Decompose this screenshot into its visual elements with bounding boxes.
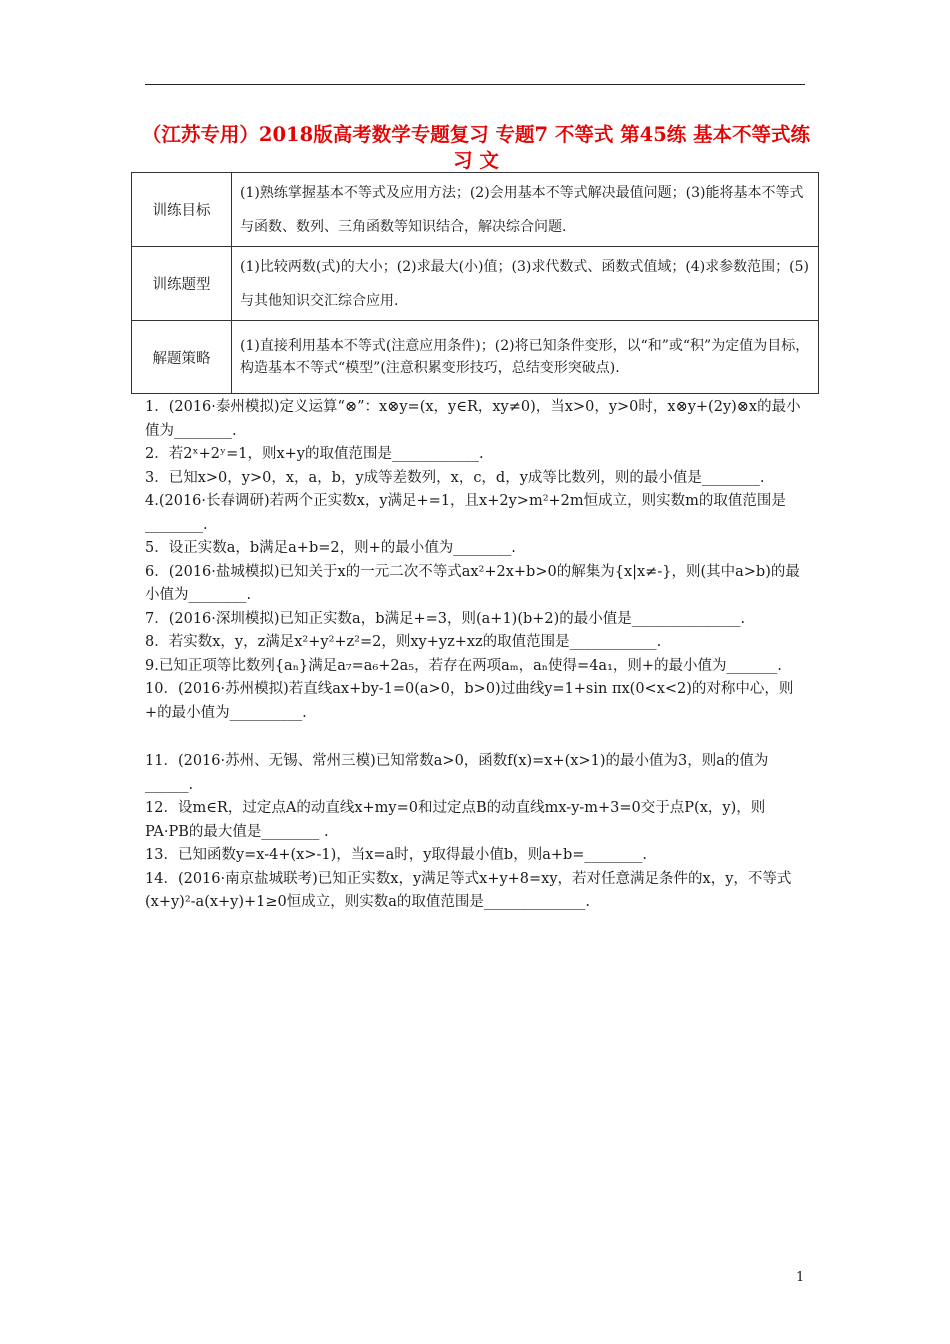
page-number: 1 (796, 1270, 805, 1285)
row-content: (1)直接利用基本不等式(注意应用条件)；(2)将已知条件变形，以“和”或“积”为定值为目标，构造基本不等式“模型”(注意积累变形技巧，总结变形突破点). (232, 321, 819, 394)
training-info-table (131, 172, 819, 394)
question-14: 14．(2016·南京盐城联考)已知正实数x，y满足等式x+y+8=xy，若对任意满足条件的x，y，不等式(x+y)²-a(x+y)+1≥0恒成立，则实数a的取值范围是______________. (145, 870, 792, 910)
row-content: (1)比较两数(式)的大小；(2)求最大(小)值；(3)求代数式、函数式值域；(4)求参数范围；(5)与其他知识交汇综合应用. (232, 247, 819, 321)
table-row (132, 173, 819, 247)
question-7: 7．(2016·深圳模拟)已知正实数a，b满足+=3，则(a+1)(b+2)的最小值是_______________. (145, 610, 746, 627)
row-label: 训练目标 (132, 173, 232, 247)
header-rule (145, 84, 805, 85)
row-label: 训练题型 (132, 247, 232, 321)
document-title: （江苏专用）2018版高考数学专题复习 专题7 不等式 第45练 基本不等式练习 文 (141, 123, 811, 172)
question-9: 9.已知正项等比数列{aₙ}满足a₇=a₆+2a₅，若存在两项aₘ，aₙ使得=4a₁，则+的最小值为_______. (145, 657, 782, 674)
row-label: 解题策略 (132, 321, 232, 394)
question-3: 3．已知x>0，y>0，x，a，b，y成等差数列，x，c，d，y成等比数列，则的最小值是________. (145, 469, 765, 486)
row-content: (1)熟练掌握基本不等式及应用方法；(2)会用基本不等式解决最值问题；(3)能将基本不等式与函数、数列、三角函数等知识结合，解决综合问题. (232, 173, 819, 247)
question-11: 11．(2016·苏州、无锡、常州三模)已知常数a>0，函数f(x)=x+(x>1)的最小值为3，则a的值为______. (145, 753, 769, 793)
question-6: 6．(2016·盐城模拟)已知关于x的一元二次不等式ax²+2x+b>0的解集为{x|x≠-}，则(其中a>b)的最小值为________. (145, 563, 800, 603)
question-4: 4.(2016·长春调研)若两个正实数x，y满足+=1，且x+2y>m²+2m恒成立，则实数m的取值范围是________. (145, 493, 786, 533)
question-10: 10．(2016·苏州模拟)若直线ax+by-1=0(a>0，b>0)过曲线y=1+sin πx(0<x<2)的对称中心，则+的最小值为__________. (145, 681, 794, 721)
question-2: 2．若2ˣ+2ʸ=1，则x+y的取值范围是____________. (145, 446, 484, 462)
table-row (132, 321, 819, 394)
question-5: 5．设正实数a，b满足a+b=2，则+的最小值为________. (145, 540, 516, 556)
question-13: 13．已知函数y=x-4+(x>-1)，当x=a时，y取得最小值b，则a+b=________. (145, 847, 648, 863)
question-1: 1．(2016·泰州模拟)定义运算“⊗”：x⊗y=(x，y∈R，xy≠0)，当x>0，y>0时，x⊗y+(2y)⊗x的最小值为________. (145, 399, 801, 439)
question-8: 8．若实数x，y，z满足x²+y²+z²=2，则xy+yz+xz的取值范围是____________. (145, 634, 662, 650)
question-12: 12．设m∈R，过定点A的动直线x+my=0和过定点B的动直线mx-y-m+3=0交于点P(x，y)，则PA·PB的最大值是________ . (145, 800, 766, 840)
table-row (132, 247, 819, 321)
question-list (145, 396, 809, 915)
